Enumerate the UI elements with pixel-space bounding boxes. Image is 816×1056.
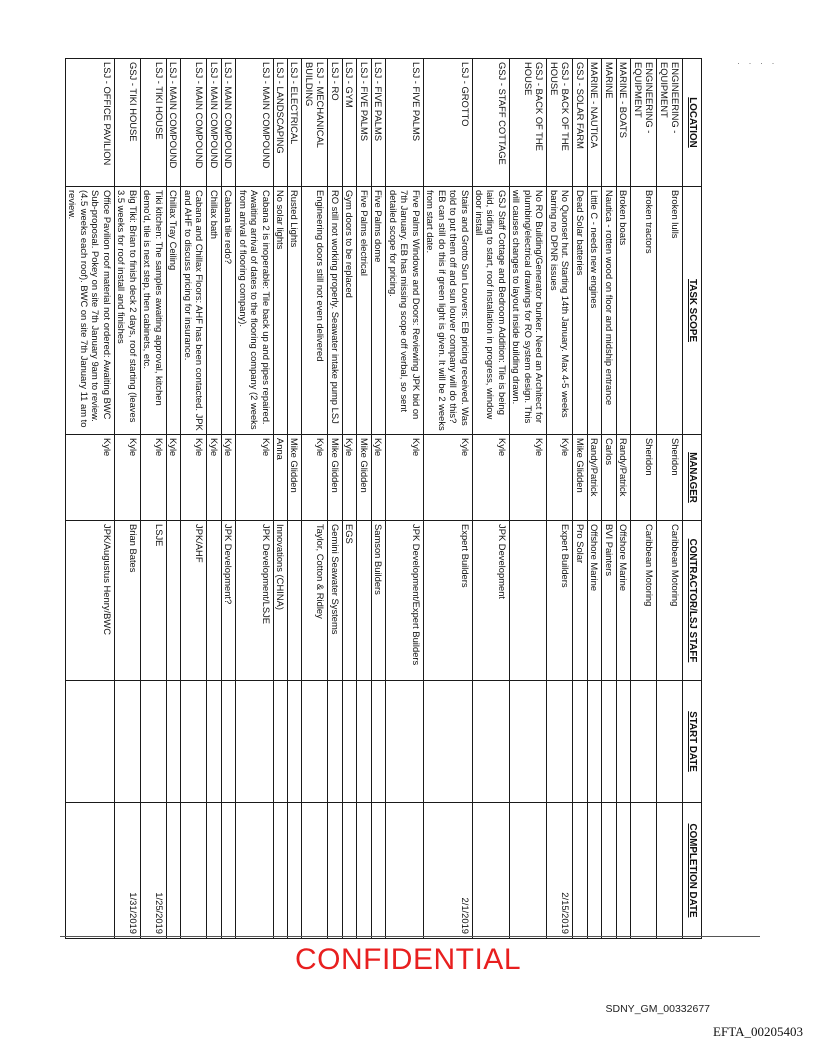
- row-start-date: [602, 681, 616, 803]
- row-manager: Kyle: [342, 435, 356, 521]
- row-task-scope: Broken lulls: [657, 187, 683, 435]
- row-start-date: [114, 681, 140, 803]
- row-manager: Mike Glidden: [328, 435, 342, 521]
- row-contractor: Offshore Marine: [616, 521, 630, 681]
- row-location: LSJ - MAIN COMPOUND: [236, 59, 273, 187]
- row-contractor: EGS: [342, 521, 356, 681]
- row-contractor: Brian Bates: [114, 521, 140, 681]
- row-manager: Anna: [273, 435, 287, 521]
- row-contractor: Samson Builders: [371, 521, 385, 681]
- row-contractor: JPK/Augustus Henry/BWC: [66, 521, 115, 681]
- row-location: LSJ - MAIN COMPOUND: [207, 59, 221, 187]
- row-completion-date: [357, 803, 371, 939]
- row-completion-date: [386, 803, 423, 939]
- row-contractor: JPK/AHF: [181, 521, 207, 681]
- row-start-date: [181, 681, 207, 803]
- row-task-scope: GSJ Staff Cottage and Bedroom Addition: Tile is being laid, siding to start, roof installation in progress, window door install: [472, 187, 509, 435]
- row-location: ENGINEERING - EQUIPMENT: [631, 59, 657, 187]
- table-row: [587, 59, 601, 939]
- table-row: [616, 59, 630, 939]
- header-task-scope: TASK SCOPE: [683, 187, 702, 435]
- row-location: LSJ - FIVE PALMS: [386, 59, 423, 187]
- row-start-date: [342, 681, 356, 803]
- row-contractor: Pro Solar: [573, 521, 587, 681]
- table-row: [273, 59, 287, 939]
- row-contractor: Expert Builders: [547, 521, 573, 681]
- table-row: [657, 59, 683, 939]
- row-completion-date: [509, 803, 546, 939]
- row-task-scope: Nautica - rotten wood on floor and midship entrance: [602, 187, 616, 435]
- row-manager: Kyle: [472, 435, 509, 521]
- row-completion-date: [573, 803, 587, 939]
- row-contractor: Innovations (CHINA): [273, 521, 287, 681]
- row-location: LSJ - MECHANICAL BUILDING: [302, 59, 328, 187]
- row-completion-date: [328, 803, 342, 939]
- row-manager: Kyle: [547, 435, 573, 521]
- row-task-scope: Stairs and Grotto Sun Louvers: EB pricing received. Was told to put them off and sun louver company will do this? EB can still do this if green light is given. It will be 2 weeks from start date.: [423, 187, 472, 435]
- row-contractor: Caribbean Motoring: [631, 521, 657, 681]
- table-header-row: [683, 59, 702, 939]
- scanned-page: [67, 58, 702, 938]
- table-row: [114, 59, 140, 939]
- table-row: [181, 59, 207, 939]
- row-completion-date: [371, 803, 385, 939]
- row-task-scope: Five Palms electrical: [357, 187, 371, 435]
- row-manager: Carlos: [602, 435, 616, 521]
- row-task-scope: Five Palms Windows and Doors: Reviewing JPK bid on 7th January. EB has missing scope off verbal, so sent detailed scope for pricing.: [386, 187, 423, 435]
- row-location: LSJ - OFFICE PAVILION: [66, 59, 115, 187]
- row-task-scope: Broken tractors: [631, 187, 657, 435]
- row-manager: Kyle: [509, 435, 546, 521]
- row-start-date: [616, 681, 630, 803]
- row-location: GSJ - BACK OF THE HOUSE: [547, 59, 573, 187]
- row-manager: Sheridon: [657, 435, 683, 521]
- row-manager: Kyle: [371, 435, 385, 521]
- confidential-stamp: CONFIDENTIAL: [294, 943, 522, 976]
- scan-artifact-dots: · · · ·: [737, 58, 778, 68]
- row-contractor: Taylor, Cotton & Ridley: [302, 521, 328, 681]
- row-contractor: Gemini Seawater Systems: [328, 521, 342, 681]
- row-task-scope: Cabana 2 is inoperable: Tile back up and pipes repaired. Awaiting arrival of dates to the flooring company (2 weeks from arrival of flooring company).: [236, 187, 273, 435]
- row-location: MARINE - NAUTICA: [587, 59, 601, 187]
- row-task-scope: Office Pavilion roof material not ordered: Awaiting BWC Sub-proposal. Pokey on site 7th January 9am to review. (4.5 weeks each roof). BWC on site 7th January 11 am to review.: [66, 187, 115, 435]
- row-start-date: [207, 681, 221, 803]
- table-row: [140, 59, 166, 939]
- row-manager: Kyle: [114, 435, 140, 521]
- table-row: [371, 59, 385, 939]
- row-task-scope: Cabana and Chillax Floors: AHF has been contacted. JPK and AHF to discuss pricing for insurance.: [181, 187, 207, 435]
- row-contractor: [207, 521, 221, 681]
- row-manager: Kyle: [166, 435, 180, 521]
- row-contractor: JPK Development/Expert Builders: [386, 521, 423, 681]
- row-location: GSJ - STAFF COTTAGE: [472, 59, 509, 187]
- table-row: [472, 59, 509, 939]
- header-completion-date: COMPLETION DATE: [683, 803, 702, 939]
- row-start-date: [371, 681, 385, 803]
- row-manager: Kyle: [207, 435, 221, 521]
- row-completion-date: [236, 803, 273, 939]
- row-location: LSJ - FIVE PALMS: [357, 59, 371, 187]
- table-row: [423, 59, 472, 939]
- row-manager: Kyle: [386, 435, 423, 521]
- row-start-date: [288, 681, 302, 803]
- row-contractor: [357, 521, 371, 681]
- row-completion-date: [631, 803, 657, 939]
- row-manager: Kyle: [302, 435, 328, 521]
- row-completion-date: [181, 803, 207, 939]
- row-task-scope: Engineering doors still not even delivered: [302, 187, 328, 435]
- row-manager: Kyle: [423, 435, 472, 521]
- header-manager: MANAGER: [683, 435, 702, 521]
- row-completion-date: [616, 803, 630, 939]
- row-completion-date: [221, 803, 235, 939]
- row-contractor: [288, 521, 302, 681]
- row-manager: Mike Glidden: [288, 435, 302, 521]
- row-start-date: [509, 681, 546, 803]
- row-start-date: [357, 681, 371, 803]
- row-completion-date: [602, 803, 616, 939]
- row-manager: Mike Glidden: [573, 435, 587, 521]
- row-task-scope: RO still not working properly. Seawater intake pump LSJ: [328, 187, 342, 435]
- row-manager: Mike Glidden: [357, 435, 371, 521]
- row-location: LSJ - GROTTO: [423, 59, 472, 187]
- row-completion-date: [273, 803, 287, 939]
- row-location: LSJ - LANDSCAPING: [273, 59, 287, 187]
- row-start-date: [221, 681, 235, 803]
- row-task-scope: Rusted Lights: [288, 187, 302, 435]
- row-start-date: [587, 681, 601, 803]
- row-manager: Randy/Patrick: [616, 435, 630, 521]
- row-start-date: [631, 681, 657, 803]
- header-start-date: START DATE: [683, 681, 702, 803]
- row-task-scope: No Quonset hut. Starting 14th January. Max 4-5 weeks barring no DPNR issues: [547, 187, 573, 435]
- row-task-scope: Dead Solar batteries: [573, 187, 587, 435]
- row-location: LSJ - ELECTRICAL: [288, 59, 302, 187]
- row-completion-date: [587, 803, 601, 939]
- row-completion-date: 2/1/2019: [423, 803, 472, 939]
- row-completion-date: [342, 803, 356, 939]
- row-task-scope: Chillax Tray Ceiling: [166, 187, 180, 435]
- row-contractor: BVI Painters: [602, 521, 616, 681]
- row-location: LSJ - RO: [328, 59, 342, 187]
- row-task-scope: Little C - needs new engines: [587, 187, 601, 435]
- row-manager: Kyle: [181, 435, 207, 521]
- row-task-scope: Tiki kitchen: The samples awaiting approval, kitchen demo'd, tile is next step, then cabinets, etc.: [140, 187, 166, 435]
- row-contractor: Caribbean Motoring: [657, 521, 683, 681]
- table-row: [166, 59, 180, 939]
- row-start-date: [66, 681, 115, 803]
- row-location: MARINE: [602, 59, 616, 187]
- row-completion-date: 1/25/2019: [140, 803, 166, 939]
- row-start-date: [236, 681, 273, 803]
- table-body: [66, 59, 683, 939]
- row-completion-date: [207, 803, 221, 939]
- table-row: [509, 59, 546, 939]
- row-task-scope: Five Palms dome: [371, 187, 385, 435]
- row-location: GSJ - BACK OF THE HOUSE: [509, 59, 546, 187]
- row-location: GSJ - TIKI HOUSE: [114, 59, 140, 187]
- row-location: LSJ - MAIN COMPOUND: [181, 59, 207, 187]
- table-row: [66, 59, 115, 939]
- table-row: [386, 59, 423, 939]
- table-row: [328, 59, 342, 939]
- row-completion-date: [288, 803, 302, 939]
- row-location: LSJ - TIKI HOUSE: [140, 59, 166, 187]
- row-manager: Kyle: [236, 435, 273, 521]
- row-location: LSJ - MAIN COMPOUND: [221, 59, 235, 187]
- row-completion-date: [166, 803, 180, 939]
- table-row: [302, 59, 328, 939]
- row-manager: Sheridon: [631, 435, 657, 521]
- row-location: LSJ - MAIN COMPOUND: [166, 59, 180, 187]
- table-row: [573, 59, 587, 939]
- row-contractor: [509, 521, 546, 681]
- row-manager: Kyle: [140, 435, 166, 521]
- efta-number: EFTA_00205403: [713, 1024, 803, 1039]
- table-row: [342, 59, 356, 939]
- row-start-date: [302, 681, 328, 803]
- row-completion-date: [657, 803, 683, 939]
- table-row: [207, 59, 221, 939]
- table-row: [357, 59, 371, 939]
- row-location: LSJ - FIVE PALMS: [371, 59, 385, 187]
- row-completion-date: [472, 803, 509, 939]
- row-location: MARINE - BOATS: [616, 59, 630, 187]
- row-contractor: LSJE: [140, 521, 166, 681]
- row-start-date: [166, 681, 180, 803]
- row-contractor: Offshore Marine: [587, 521, 601, 681]
- row-task-scope: Cabana tile redo?: [221, 187, 235, 435]
- header-location: LOCATION: [683, 59, 702, 187]
- row-start-date: [573, 681, 587, 803]
- row-completion-date: 2/15/2019: [547, 803, 573, 939]
- row-completion-date: [66, 803, 115, 939]
- rotated-table-wrapper: [67, 58, 702, 938]
- row-location: LSJ - GYM: [342, 59, 356, 187]
- table-row: [236, 59, 273, 939]
- row-contractor: JPK Development?: [221, 521, 235, 681]
- row-start-date: [657, 681, 683, 803]
- row-task-scope: Gym doors to be replaced: [342, 187, 356, 435]
- bates-number: SDNY_GM_00332677: [605, 1003, 710, 1015]
- table-row: [602, 59, 616, 939]
- row-manager: Randy/Patrick: [587, 435, 601, 521]
- row-location: ENGINEERING - EQUIPMENT: [657, 59, 683, 187]
- row-start-date: [328, 681, 342, 803]
- row-contractor: Expert Builders: [423, 521, 472, 681]
- row-contractor: JPK Development: [472, 521, 509, 681]
- row-start-date: [423, 681, 472, 803]
- row-task-scope: Big Tiki: Brian to finish deck 2 days, roof starting (leaves 3.5 weeks for roof install and finishes: [114, 187, 140, 435]
- row-task-scope: Broken boats: [616, 187, 630, 435]
- table-row: [631, 59, 657, 939]
- row-start-date: [273, 681, 287, 803]
- row-start-date: [547, 681, 573, 803]
- row-task-scope: No RO Building/Generator bunker. Need an Architect for plumbing/electrical drawings for RO system design. This will causes changes to layout inside building drawn.: [509, 187, 546, 435]
- row-manager: Kyle: [66, 435, 115, 521]
- row-completion-date: 1/31/2019: [114, 803, 140, 939]
- row-start-date: [386, 681, 423, 803]
- row-task-scope: Chillax bath: [207, 187, 221, 435]
- row-location: GSJ - SOLAR FARM: [573, 59, 587, 187]
- row-contractor: [166, 521, 180, 681]
- header-contractor: CONTRACTOR/LSJ STAFF: [683, 521, 702, 681]
- row-start-date: [472, 681, 509, 803]
- table-row: [288, 59, 302, 939]
- row-completion-date: [302, 803, 328, 939]
- footer-rule: [60, 936, 760, 937]
- project-schedule-table: [65, 58, 702, 939]
- row-manager: Kyle: [221, 435, 235, 521]
- table-row: [547, 59, 573, 939]
- row-contractor: JPK Development/LSJE: [236, 521, 273, 681]
- table-row: [221, 59, 235, 939]
- row-task-scope: No solar lights: [273, 187, 287, 435]
- row-start-date: [140, 681, 166, 803]
